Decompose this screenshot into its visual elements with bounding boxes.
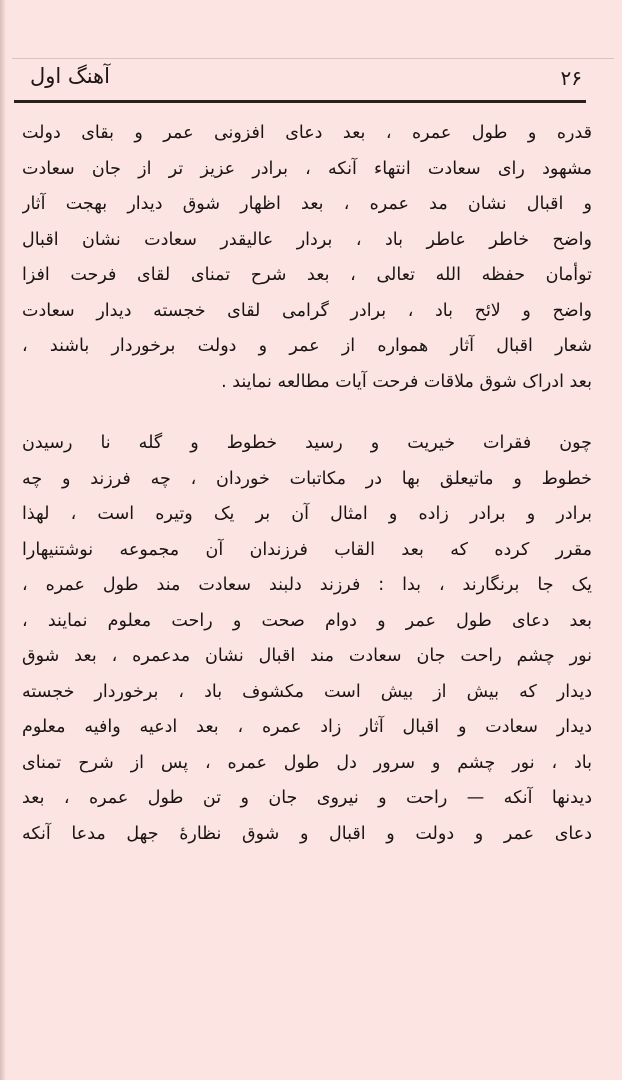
text-line: دعای عمر و دولت و اقبال و شوق نظارهٔ جهل مدعا آنکه xyxy=(22,823,592,844)
text-line: شعار اقبال آثار همواره از عمر و دولت برخوردار باشند ، xyxy=(22,336,592,356)
text-line: بعد دعای طول عمر و دوام صحت و راحت معلوم نمایند ، xyxy=(22,610,592,631)
text-line: دیدار که بیش از بیش است مکشوف باد ، برخوردار خجسته xyxy=(22,681,592,702)
running-header-title: آهنگ اول xyxy=(30,64,110,88)
paragraph-2 xyxy=(22,426,592,852)
text-line: توأمان حفظه الله تعالی ، بعد شرح تمنای لقای فرحت افزا xyxy=(22,265,592,285)
text-line: باد ، نور چشم و سرور دل طول عمره ، پس از شرح تمنای xyxy=(22,752,592,773)
text-line: چون فقرات خیریت و رسید خطوط و گله نا رسیدن xyxy=(22,433,592,453)
text-line: مقرر کرده که بعد القاب فرزندان آن مجموعه نوشتنیهارا xyxy=(22,539,592,560)
text-line: واضح و لائح باد ، برادر گرامی لقای خجسته دیدار سعادت xyxy=(22,300,592,321)
text-line: خطوط و ماتیعلق بها در مکاتبات خوردان ، چه فرزند و چه xyxy=(22,468,592,489)
text-line: بعد ادراک شوق ملاقات فرحت آیات مطالعه نمایند . xyxy=(221,371,592,392)
text-line: و اقبال نشان مد عمره ، بعد اظهار شوق دیدار بهجت آثار xyxy=(22,194,592,214)
text-line: برادر و برادر زاده و امثال آن بر یک وتیره است ، لهذا xyxy=(22,504,592,524)
text-line: دیدنها آنکه — راحت و نیروی جان و تن طول عمره ، بعد xyxy=(22,788,592,808)
header-rule xyxy=(14,100,586,103)
text-line: واضح خاطر عاطر باد ، بردار عالیقدر سعادت نشان اقبال xyxy=(22,229,592,250)
text-line: مشهود رای سعادت انتهاء آنکه ، برادر عزیز تر از جان سعادت xyxy=(22,158,592,179)
text-line: قدره و طول عمره ، بعد دعای افزونی عمر و بقای دولت xyxy=(22,123,592,143)
running-header xyxy=(16,64,582,94)
paragraph-gap xyxy=(22,400,592,426)
text-line: دیدار سعادت و اقبال آثار زاد عمره ، بعد ادعیه وافیه معلوم xyxy=(22,717,592,737)
text-line: نور چشم راحت جان سعادت مند اقبال نشان مدعمره ، بعد شوق xyxy=(22,646,592,666)
top-faint-rule xyxy=(12,58,614,59)
paragraph-1 xyxy=(22,116,592,400)
page-number: ۲۶ xyxy=(560,66,582,90)
page-body xyxy=(22,116,592,852)
text-line: یک جا برنگارند ، بدا : فرزند دلبند سعادت مند طول عمره ، xyxy=(22,575,592,595)
page-edge-shadow xyxy=(0,0,6,1080)
